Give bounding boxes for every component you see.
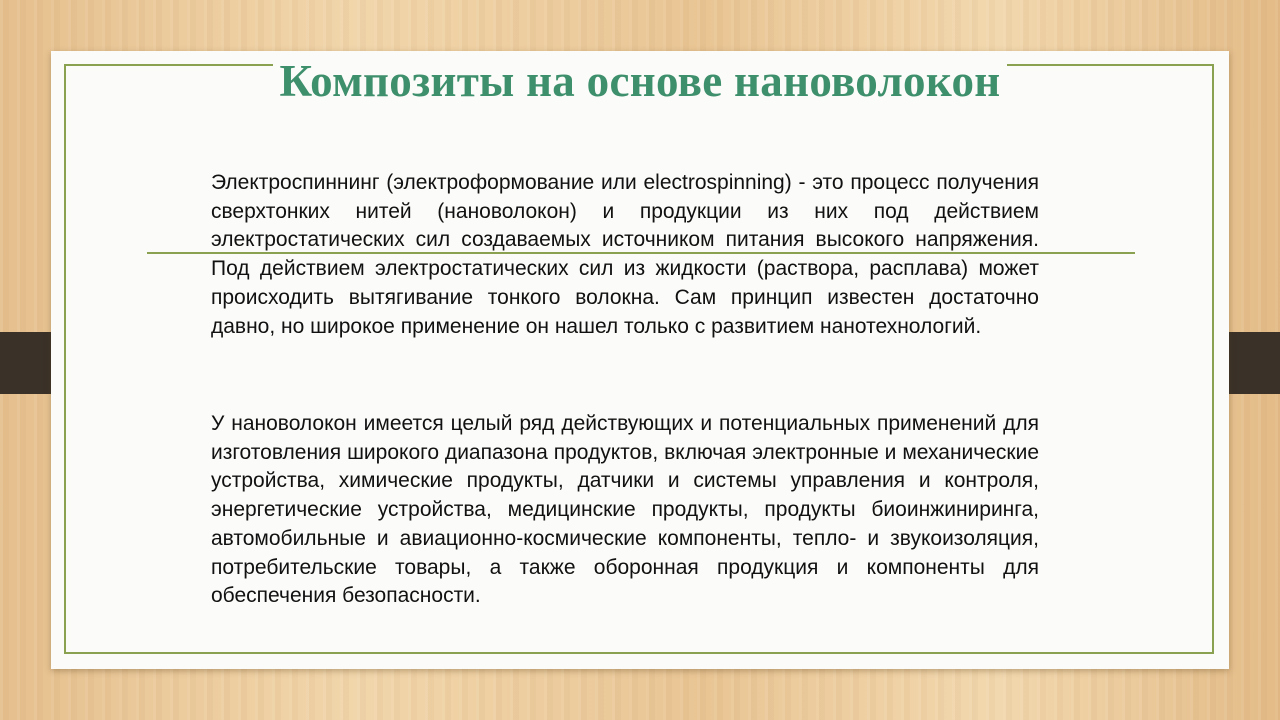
slide-card: [51, 51, 1229, 669]
body-paragraph-applications: У нановолокон имеется целый ряд действующих и потенциальных применений для изготовления широкого диапазона продуктов, включая электронные и механические устройства, химические продукты, датчики и системы управления и контроля, энергетические устройства, медицинские продукты, продукты биоинжиниринга, автомобильные и авиационно-космические компоненты, тепло- и звукоизоляция, потребительские товары, а также оборонная продукция и компоненты для обеспечения безопасности.: [211, 412, 1039, 608]
slide-title: [51, 51, 1229, 111]
body-paragraph-electrospinning: Электроспиннинг (электроформование или electrospinning) - это процесс получения сверхтонких нитей (нановолокон) и продукции из них под действием электростатических сил создаваемых источником питания высокого напряжения. Под действием электростатических сил из жидкости (раствора, расплава) может происходить вытягивание тонкого волокна. Сам принцип известен достаточно давно, но широкое применение он нашел только с развитием нанотехнологий.: [211, 171, 1039, 338]
slide-title-text: Композиты на основе нановолокон: [273, 56, 1006, 106]
